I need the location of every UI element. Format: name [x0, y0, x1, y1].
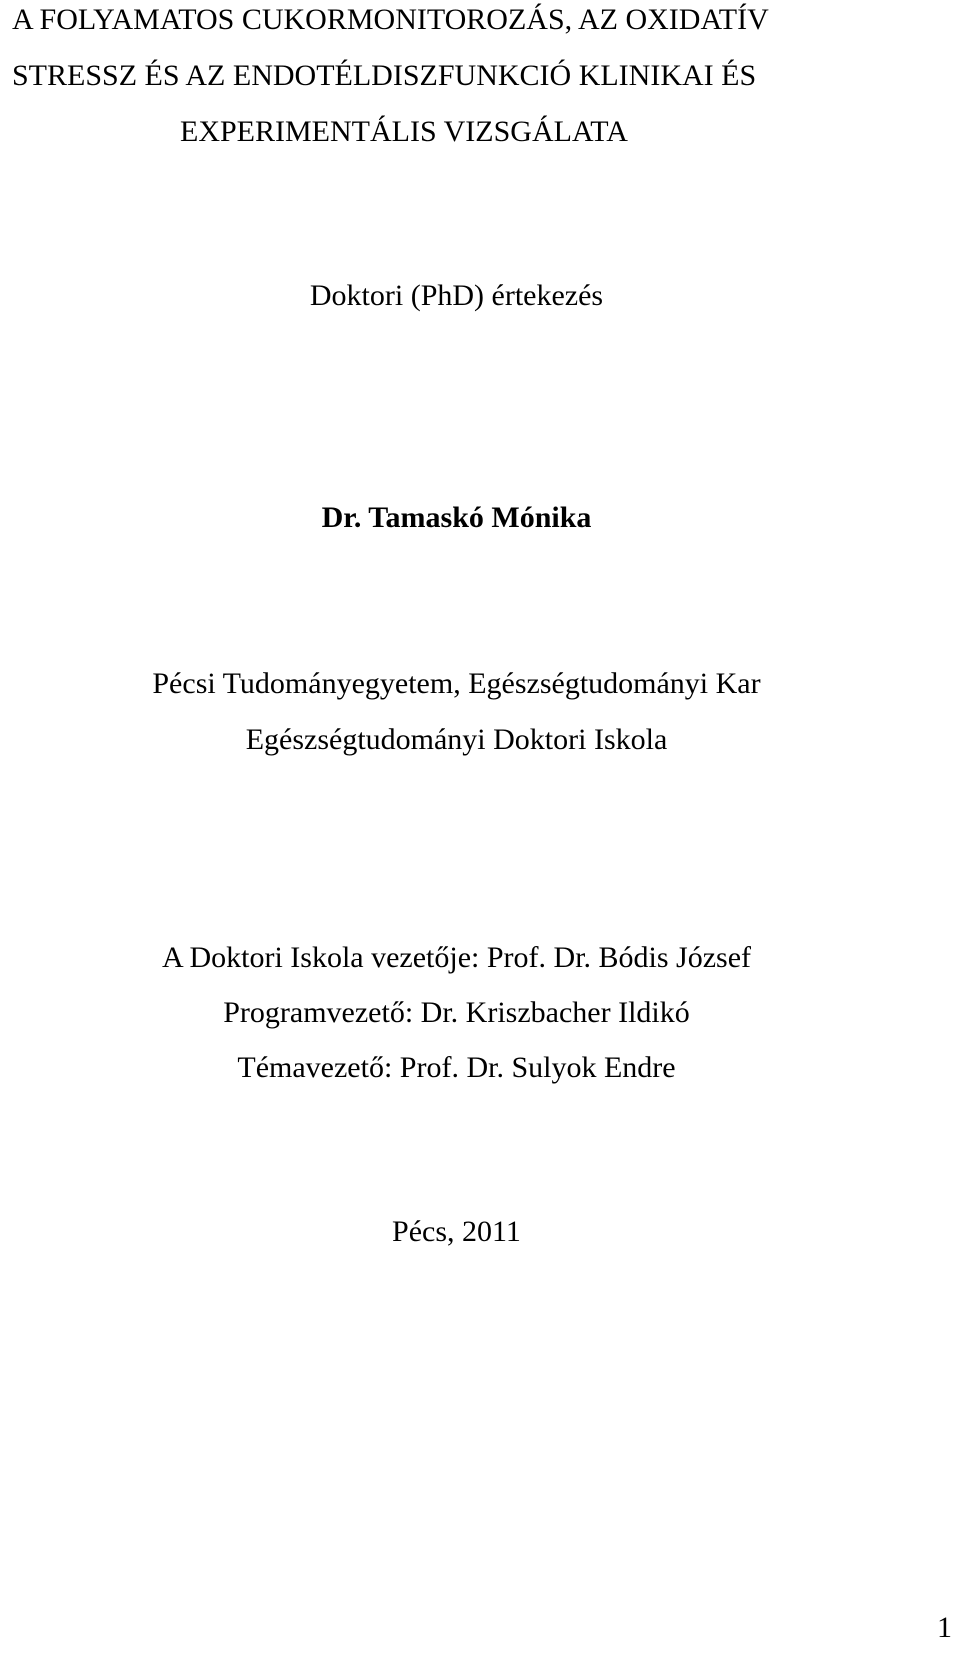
- title-line-1: A FOLYAMATOS CUKORMONITOROZÁS, AZ OXIDATÍV: [12, 3, 769, 36]
- thesis-type: Doktori (PhD) értekezés: [309, 279, 604, 312]
- thesis-supervisor: Témavezető: Prof. Dr. Sulyok Endre: [237, 1051, 676, 1084]
- program-leader: Programvezető: Dr. Kriszbacher Ildikó: [223, 996, 690, 1029]
- author-name: Dr. Tamaskó Mónika: [321, 501, 592, 534]
- title-line-3: EXPERIMENTÁLIS VIZSGÁLATA: [180, 115, 628, 148]
- page-number: 1: [937, 1611, 952, 1644]
- place-and-year: Pécs, 2011: [392, 1215, 521, 1248]
- doctoral-school-head: A Doktori Iskola vezetője: Prof. Dr. Bódis József: [161, 941, 752, 974]
- institution-line-2: Egészségtudományi Doktori Iskola: [245, 723, 668, 756]
- title-line-2: STRESSZ ÉS AZ ENDOTÉLDISZFUNKCIÓ KLINIKAI ÉS: [12, 59, 757, 92]
- institution-line-1: Pécsi Tudományegyetem, Egészségtudományi Kar: [152, 667, 761, 700]
